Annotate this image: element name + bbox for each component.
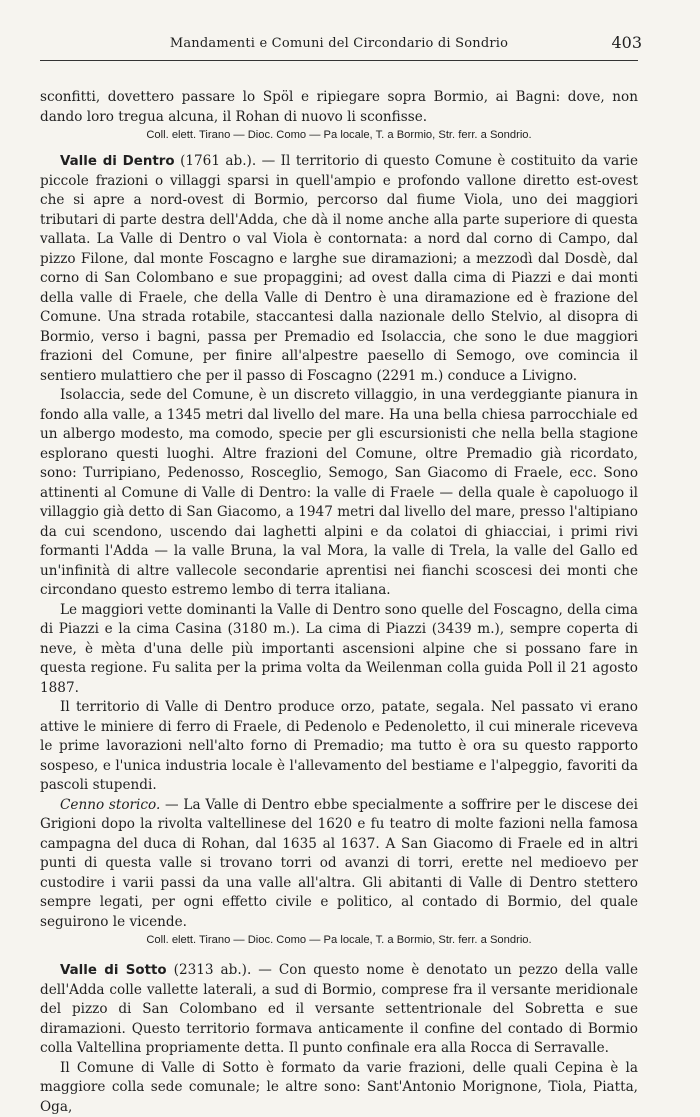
entry-population: (1761 ab.).: [180, 153, 256, 169]
entry-text: — Con questo nome è denotato un pezzo della valle dell'Adda colle vallette laterali, a sud di Bormio, comprese fra il versante meridionale del pizzo di San Colombano ed il versante settentrionale del Sobretta e sue diramazioni. Questo territorio formava anticamente il confine del contado di Bormio colla Valtellina propriamente detta. Il punto confinale era alla Rocca di Serravalle.: [40, 962, 638, 1056]
page-body: [40, 88, 638, 1117]
page-number: 403: [611, 33, 642, 52]
paragraph: Isolaccia, sede del Comune, è un discreto villaggio, in una verdeggiante pianura in fondo alla valle, a 1345 metri dal livello del mare. Ha una bella chiesa parrocchiale ed un albergo modesto, ma comodo, specie per gli escursionisti che nella bella stagione esplorano questi luoghi. Altre frazioni del Comune, oltre Premadio già ricordato, sono: Turripiano, Pedenosso, Rosceglio, Semogo, San Giacomo di Fraele, ecc. Sono attinenti al Comune di Valle di Dentro: la valle di Fraele — della quale è capoluogo il villaggio già detto di San Giacomo, a 1947 metri dal livello del mare, presso l'altipiano da cui scendono, uscendo dai laghetti alpini e da colatoi di ghiacciai, i primi rivi formanti l'Adda — la valle Bruna, la val Mora, la valle di Trela, la valle del Gallo ed un'infinità di altre vallecole secondarie aprentisi nei fianchi scoscesi dei monti che circondano questo estremo lembo di terra italiana.: [40, 386, 638, 601]
entry-term: Valle di Dentro: [60, 154, 175, 169]
entry-valle-di-sotto: [40, 961, 638, 1059]
entry-term: Valle di Sotto: [60, 963, 167, 978]
history-text: — La Valle di Dentro ebbe specialmente a soffrire per le discese dei Grigioni dopo la rivolta valtellinese del 1620 e fu teatro di molte fazioni nella famosa campagna del duca di Rohan, dal 1635 al 1637. A San Giacomo di Fraele ed in altri punti di questa valle si trovano torri od avanzi di torri, erette nel medioevo per custodire i varii passi da una valle all'altra. Gli abitanti di Valle di Dentro stettero sempre legati, per ogni effetto civile e politico, al contado di Bormio, del quale seguirono le vicende.: [40, 797, 638, 930]
paragraph: Il territorio di Valle di Dentro produce orzo, patate, segala. Nel passato vi erano attive le miniere di ferro di Fraele, di Pedenolo e Pedenoletto, il cui minerale riceveva le prime lavorazioni nell'alto forno di Premadio; ma tutto è ora su questo rapporto sospeso, e l'unica industria locale è l'allevamento del bestiame e l'alpeggio, favoriti da pascoli stupendi.: [40, 698, 638, 796]
entry-valle-di-dentro: [40, 152, 638, 386]
history-paragraph: [40, 796, 638, 933]
entry-population: (2313 ab.).: [174, 962, 252, 978]
electoral-note: Coll. elett. Tirano — Dioc. Como — Pa locale, T. a Bormio, Str. ferr. a Sondrio.: [40, 932, 638, 949]
paragraph: Il Comune di Valle di Sotto è formato da varie frazioni, delle quali Cepina è la maggiore colla sede comunale; le altre sono: Sant'Antonio Morignone, Tiola, Piatta, Oga,: [40, 1059, 638, 1117]
intro-paragraph: sconfitti, dovettero passare lo Spöl e ripiegare sopra Bormio, ai Bagni: dove, non dando loro tregua alcuna, il Rohan di nuovo li sconfisse.: [40, 88, 638, 127]
entry-text: — Il territorio di questo Comune è costituito da varie piccole frazioni o villaggi sparsi in quell'ampio e profondo vallone diretto est-ovest che si apre a nord-ovest di Bormio, percorso dal fiume Viola, uno dei maggiori tributari di parte destra dell'Adda, che dà il nome anche alla parte superiore di questa vallata. La Valle di Dentro o val Viola è contornata: a nord dal corno di Campo, dal pizzo Filone, dal monte Foscagno e larghe sue diramazioni; a mezzodì dal Dosdè, dal corno di San Colombano e sue propaggini; ad ovest dalla cima di Piazzi e dai monti della valle di Fraele, che della Valle di Dentro è una diramazione ed è frazione del Comune. Una strada rotabile, staccantesi dalla nazionale dello Stelvio, al disopra di Bormio, verso i bagni, passa per Premadio ed Isolaccia, che sono le due maggiori frazioni del Comune, per finire all'alpestre paesello di Semogo, ove comincia il sentiero mulattiero che per il passo di Foscagno (2291 m.) conduce a Livigno.: [40, 153, 638, 384]
page-header: [40, 0, 638, 54]
header-rule: [40, 60, 638, 61]
paragraph: Le maggiori vette dominanti la Valle di Dentro sono quelle del Foscagno, della cima di Piazzi e la cima Casina (3180 m.). La cima di Piazzi (3439 m.), sempre coperta di neve, è mèta d'una delle più importanti ascensioni alpine che si possano fare in questa regione. Fu salita per la prima volta da Weilenman colla guida Poll il 21 agosto 1887.: [40, 601, 638, 699]
electoral-note: Coll. elett. Tirano — Dioc. Como — Pa locale, T. a Bormio, Str. ferr. a Sondrio.: [40, 127, 638, 144]
running-title: Mandamenti e Comuni del Circondario di Sondrio: [40, 36, 638, 51]
section-label: Cenno storico.: [60, 797, 160, 813]
